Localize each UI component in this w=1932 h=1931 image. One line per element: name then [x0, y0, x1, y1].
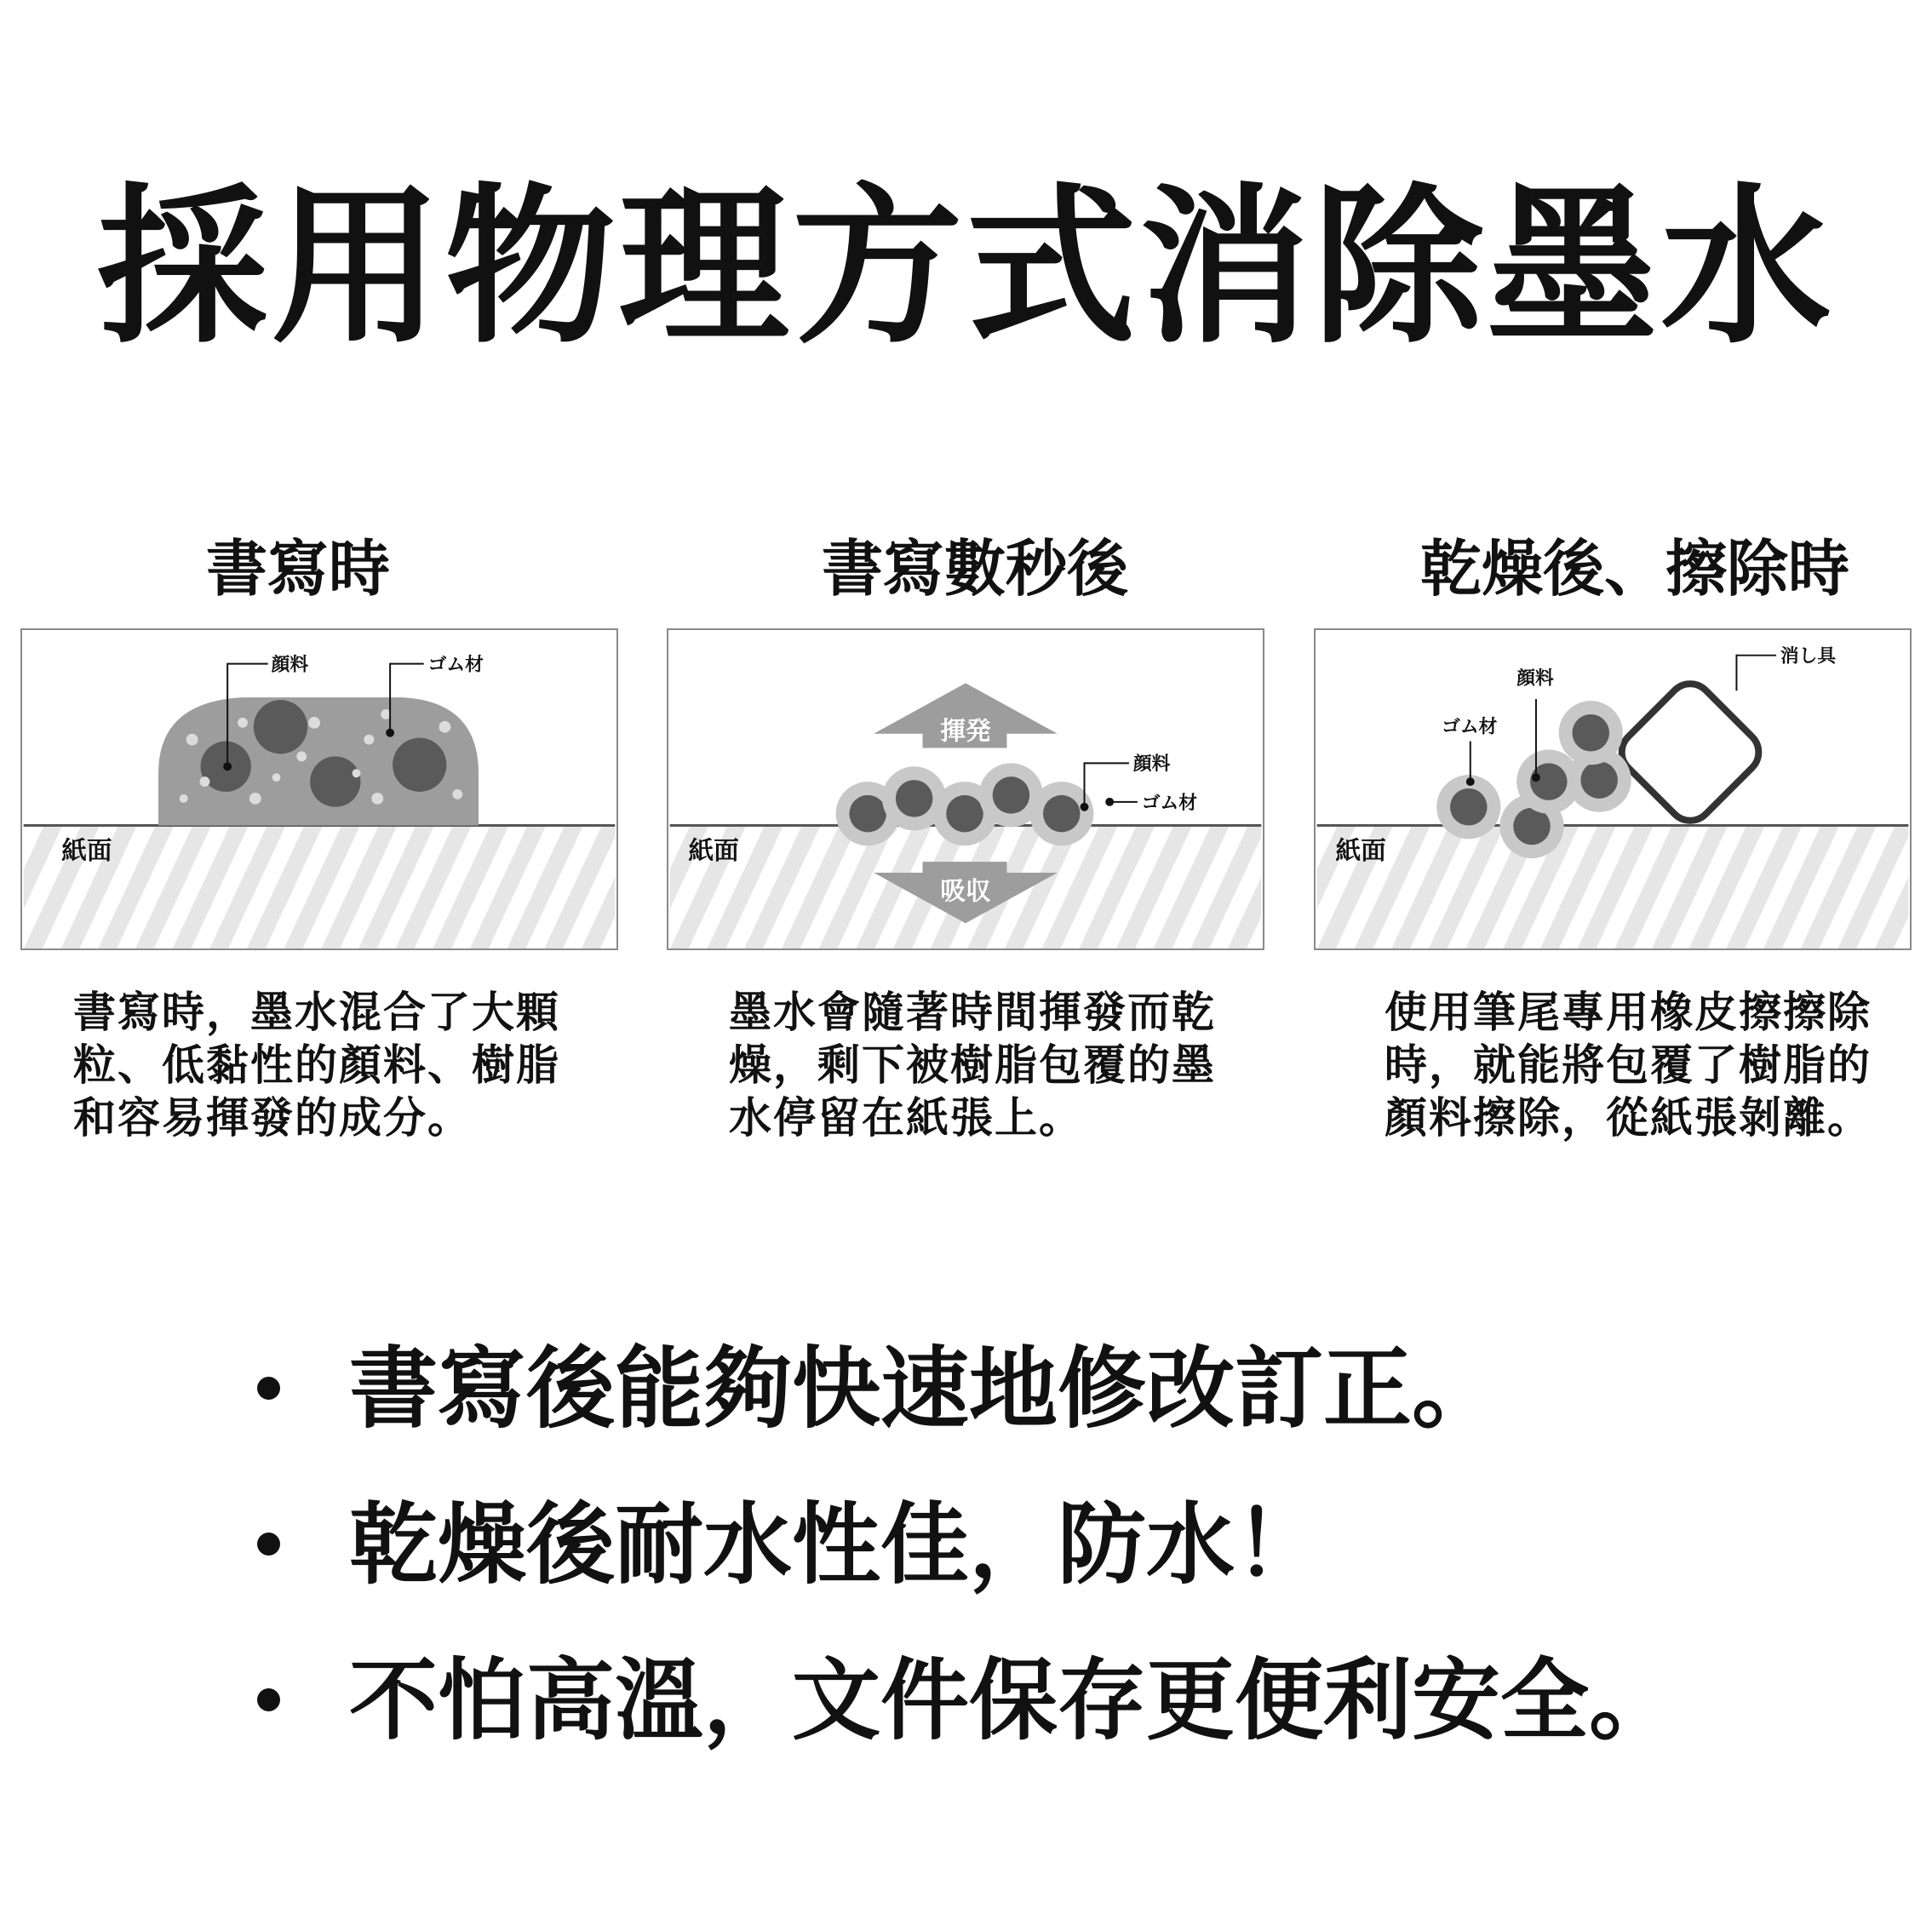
label-pigment: 顔料 — [271, 654, 309, 676]
diagram-writing-svg — [22, 630, 616, 948]
panel-heading-erasing: 乾燥後、擦除時 — [1419, 533, 1849, 605]
panel-heading-writing: 書寫時 — [205, 533, 390, 605]
paper-body — [1317, 826, 1909, 948]
label-rubber: ゴム材 — [427, 654, 484, 676]
leader-line — [1736, 656, 1776, 691]
absorb-label: 吸収 — [940, 875, 991, 906]
feature-item — [255, 1467, 1873, 1623]
bullet-icon — [257, 1688, 280, 1711]
label-rubber: ゴム材 — [1442, 716, 1498, 738]
paper-label: 紙面 — [688, 835, 739, 866]
leader-dot — [223, 762, 232, 771]
feature-list — [255, 1311, 1873, 1779]
leader-dot — [1081, 803, 1089, 811]
feature-text: 書寫後能夠快速地修改訂正。 — [349, 1337, 1501, 1441]
evaporate-arrow — [872, 682, 1058, 748]
leader-dot — [1466, 777, 1475, 786]
paper-label: 紙面 — [61, 835, 112, 866]
bullet-icon — [257, 1377, 280, 1400]
pigment-particle — [254, 700, 307, 753]
panel-heading-after-seconds: 書寫數秒後 — [821, 533, 1128, 605]
leader-dot — [1105, 798, 1114, 806]
label-pigment: 顔料 — [1516, 668, 1554, 690]
description-writing: 書寫時，墨水混合了大顆粒、低黏性的顏料、樹脂和容易揮發的成分。 — [73, 988, 560, 1143]
feature-text: 不怕高溫，文件保存更便利安全。 — [349, 1648, 1678, 1752]
diagram-after-seconds — [667, 628, 1264, 950]
diagram-writing — [20, 628, 618, 950]
evaporate-label: 揮発 — [940, 715, 991, 746]
paper-label: 紙面 — [1335, 835, 1386, 866]
bullet-icon — [257, 1533, 280, 1556]
leader-dot — [1532, 773, 1540, 782]
pigment-particle — [310, 756, 360, 806]
diagram-after-seconds-svg — [668, 630, 1263, 948]
leader-dot — [386, 729, 394, 737]
feature-item — [255, 1623, 1873, 1779]
description-erasing: 使用筆尾專用橡皮擦擦除時，就能將包覆了樹脂的顏料擦除，從紙張剝離。 — [1385, 988, 1872, 1143]
label-pigment: 顔料 — [1132, 753, 1171, 776]
pigment-particle — [393, 738, 446, 792]
feature-item — [255, 1311, 1873, 1467]
coated-pigments — [836, 763, 1094, 845]
label-eraser: 消し具 — [1780, 645, 1837, 668]
paper-body — [24, 826, 616, 948]
page-title: 採用物理方式消除墨水 — [97, 169, 1835, 367]
eraser-shape — [1613, 675, 1768, 830]
diagram-erasing-svg — [1316, 630, 1910, 948]
description-after-seconds: 墨水會隨著時間揮發而乾燥，剩下被樹脂包覆的墨水停留在紙張上。 — [729, 988, 1216, 1143]
feature-text: 乾燥後耐水性佳，防水！ — [349, 1493, 1324, 1596]
diagram-erasing — [1314, 628, 1912, 950]
label-rubber: ゴム材 — [1141, 792, 1198, 814]
